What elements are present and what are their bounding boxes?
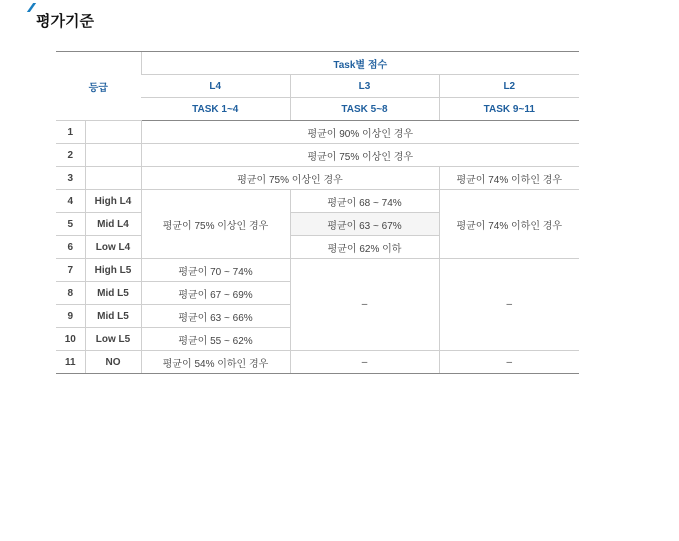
row-level: Mid L4	[85, 213, 141, 236]
score-cell: 평균이 74% 이하인 경우	[439, 190, 579, 259]
row-level: Low L5	[85, 328, 141, 351]
header-task-range-2: TASK 5~8	[290, 98, 439, 121]
row-level: Mid L5	[85, 305, 141, 328]
table-header-row	[56, 52, 579, 75]
section-title: 평가기준	[36, 13, 94, 30]
score-cell: –	[439, 259, 579, 351]
score-cell: 평균이 90% 이상인 경우	[141, 121, 579, 144]
score-cell: –	[290, 351, 439, 374]
header-level-l3: L3	[290, 75, 439, 98]
row-number: 10	[56, 328, 85, 351]
row-number: 11	[56, 351, 85, 374]
table-row	[56, 351, 579, 374]
header-task-range-3: TASK 9~11	[439, 98, 579, 121]
header-task-score: Task별 점수	[141, 52, 579, 75]
row-level: NO	[85, 351, 141, 374]
evaluation-criteria-table	[56, 51, 579, 374]
table-row	[56, 167, 579, 190]
table-row	[56, 190, 579, 213]
row-level: Low L4	[85, 236, 141, 259]
table-row	[56, 144, 579, 167]
header-grade: 등급	[56, 52, 141, 121]
row-number: 7	[56, 259, 85, 282]
score-cell: 평균이 75% 이상인 경우	[141, 167, 439, 190]
row-number: 5	[56, 213, 85, 236]
row-number: 1	[56, 121, 85, 144]
score-cell: 평균이 67 ~ 69%	[141, 282, 290, 305]
header-level-l2: L2	[439, 75, 579, 98]
row-level: High L5	[85, 259, 141, 282]
heading-accent-icon	[28, 4, 38, 9]
score-cell: 평균이 63 ~ 67%	[290, 213, 439, 236]
table-row	[56, 259, 579, 282]
header-task-range-1: TASK 1~4	[141, 98, 290, 121]
row-level: High L4	[85, 190, 141, 213]
table-row	[56, 121, 579, 144]
score-cell: 평균이 70 ~ 74%	[141, 259, 290, 282]
score-cell: 평균이 62% 이하	[290, 236, 439, 259]
score-cell: 평균이 54% 이하인 경우	[141, 351, 290, 374]
row-level: Mid L5	[85, 282, 141, 305]
score-cell: 평균이 75% 이상인 경우	[141, 144, 579, 167]
score-cell: 평균이 75% 이상인 경우	[141, 190, 290, 259]
score-cell: 평균이 74% 이하인 경우	[439, 167, 579, 190]
row-number: 2	[56, 144, 85, 167]
score-cell: 평균이 68 ~ 74%	[290, 190, 439, 213]
row-number: 9	[56, 305, 85, 328]
header-level-l4: L4	[141, 75, 290, 98]
score-cell: 평균이 55 ~ 62%	[141, 328, 290, 351]
row-level	[85, 167, 141, 190]
row-number: 6	[56, 236, 85, 259]
row-level	[85, 121, 141, 144]
row-number: 4	[56, 190, 85, 213]
score-cell: –	[439, 351, 579, 374]
row-number: 8	[56, 282, 85, 305]
row-level	[85, 144, 141, 167]
score-cell: –	[290, 259, 439, 351]
score-cell: 평균이 63 ~ 66%	[141, 305, 290, 328]
row-number: 3	[56, 167, 85, 190]
